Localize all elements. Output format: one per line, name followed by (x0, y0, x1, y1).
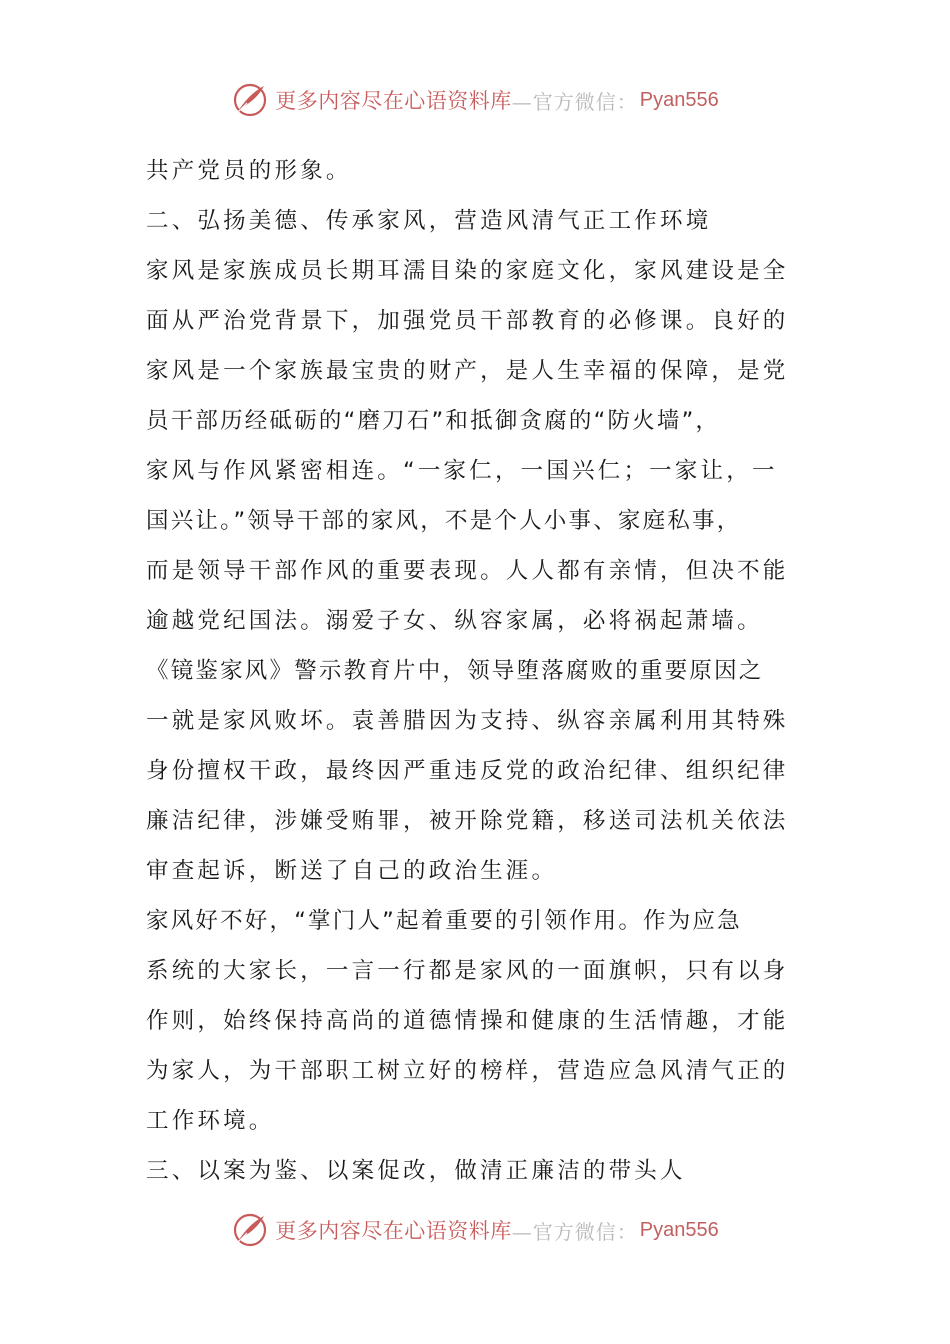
body-line: 国兴让。”领导干部的家风，不是个人小事、家庭私事， (146, 508, 742, 534)
body-line: 共产党员的形象。 (146, 158, 352, 184)
section-heading: 三、以案为鉴、以案促改，做清正廉洁的带头人 (146, 1158, 686, 1184)
body-line: 一就是家风败坏。袁善腊因为支持、纵容亲属利用其特殊 (146, 708, 789, 734)
body-line: 为家人，为干部职工树立好的榜样，营造应急风清气正的 (146, 1058, 789, 1084)
document-body (146, 146, 814, 1196)
footer-contact-label: —官方微信： (511, 1219, 638, 1244)
body-line: 廉洁纪律，涉嫌受贿罪，被开除党籍，移送司法机关依法 (146, 808, 789, 834)
body-line: 身份擅权干政，最终因严重违反党的政治纪律、组织纪律 (146, 758, 789, 784)
body-line: 家风是家族成员长期耳濡目染的家庭文化，家风建设是全 (146, 258, 789, 284)
body-line: 系统的大家长，一言一行都是家风的一面旗帜，只有以身 (146, 958, 789, 984)
footer-contact-id: Pyan556 (639, 1218, 719, 1241)
quill-pen-logo-icon (231, 81, 269, 119)
body-line: 审查起诉，断送了自己的政治生涯。 (146, 858, 558, 884)
body-line: 员干部历经砥砺的“磨刀石”和抵御贪腐的“防火墙”， (146, 408, 721, 434)
header-contact-label: —官方微信： (511, 89, 638, 114)
body-line: 家风与作风紧密相连。“一家仁，一国兴仁；一家让，一 (146, 458, 778, 484)
body-line: 工作环境。 (146, 1108, 275, 1134)
body-line: 而是领导干部作风的重要表现。人人都有亲情，但决不能 (146, 558, 789, 584)
header-contact-id: Pyan556 (639, 88, 719, 111)
body-line: 逾越党纪国法。溺爱子女、纵容家属，必将祸起萧墙。 (146, 608, 763, 634)
header-watermark (0, 80, 950, 120)
body-line: 作则，始终保持高尚的道德情操和健康的生活情趣，才能 (146, 1008, 789, 1034)
body-line: 家风好不好，“掌门人”起着重要的引领作用。作为应急 (146, 908, 742, 934)
footer-watermark (0, 1210, 950, 1250)
header-brand: 更多内容尽在心语资料库 (275, 89, 512, 113)
quill-pen-logo-icon (231, 1211, 269, 1249)
footer-brand: 更多内容尽在心语资料库 (275, 1219, 512, 1243)
section-heading: 二、弘扬美德、传承家风，营造风清气正工作环境 (146, 208, 712, 234)
body-line: 《镜鉴家风》警示教育片中，领导堕落腐败的重要原因之 (146, 658, 764, 684)
body-line: 家风是一个家族最宝贵的财产，是人生幸福的保障，是党 (146, 358, 789, 384)
body-line: 面从严治党背景下，加强党员干部教育的必修课。良好的 (146, 308, 789, 334)
